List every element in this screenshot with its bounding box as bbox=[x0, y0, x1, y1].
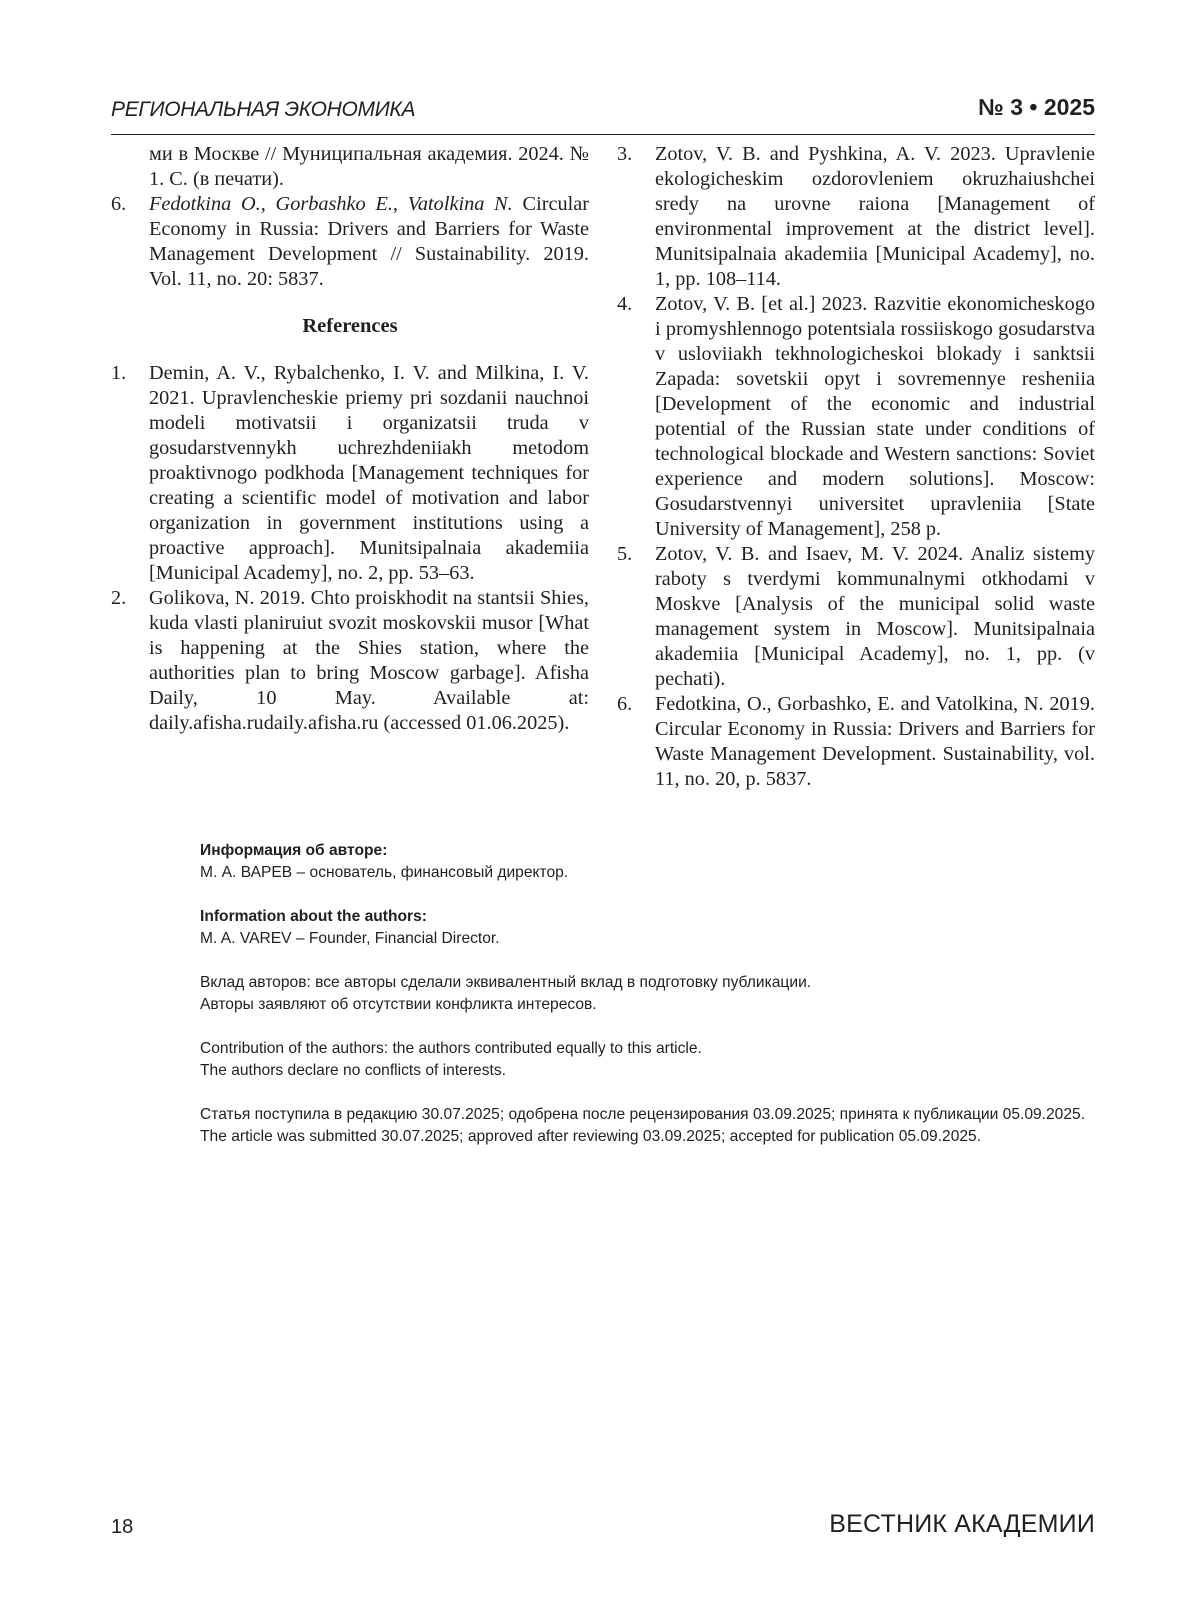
ru-reference-item bbox=[111, 192, 589, 292]
en-contribution: Contribution of the authors: the authors contributed equally to this article. bbox=[200, 1040, 702, 1057]
ru-dates: Статья поступила в редакцию 30.07.2025; одобрена после рецензирования 03.09.2025; принята к публикации 05.09.2025. bbox=[200, 1106, 1086, 1123]
reference-item bbox=[617, 142, 1095, 292]
continued-reference bbox=[111, 142, 589, 192]
reference-text: Fedotkina, O., Gorbashko, E. and Vatolkina, N. 2019. Circular Economy in Russia: Drivers and Barriers for Waste Management Development. Sustainability, vol. 11, no. 20, p. 5837. bbox=[655, 693, 1095, 790]
journal-name: РЕГИОНАЛЬНАЯ ЭКОНОМИКА bbox=[111, 98, 416, 121]
page-number: 18 bbox=[111, 1516, 134, 1538]
reference-text: Demin, A. V., Rybalchenko, I. V. and Milkina, I. V. 2021. Upravlencheskie priemy pri sozdanii nauchnoi modeli motivatsii i organizatsii truda v gosudarstvennykh uchrezhdeniiakh metodom proaktivnogo podkhoda [Management techniques for creating a scientific model of motivation and labor organization in government institutions using a proactive approach]. Munitsipalnaia akademiia [Municipal Academy], no. 2, pp. 53–63. bbox=[149, 362, 589, 584]
en-author-text: M. A. VAREV – Founder, Financial Director. bbox=[200, 930, 500, 947]
ru-author-text: М. А. ВАРЕВ – основатель, финансовый директор. bbox=[200, 864, 569, 881]
reference-number: 6. bbox=[111, 193, 127, 215]
en-conflict: The authors declare no conflicts of interests. bbox=[200, 1062, 506, 1079]
page-header bbox=[111, 92, 1095, 135]
left-column bbox=[111, 142, 589, 736]
reference-item bbox=[617, 542, 1095, 692]
reference-item bbox=[111, 586, 589, 736]
reference-authors: Fedotkina O., Gorbashko E., Vatolkina N. bbox=[149, 193, 513, 215]
ru-contribution: Вклад авторов: все авторы сделали эквивалентный вклад в подготовку публикации. bbox=[200, 974, 812, 991]
reference-text: Zotov, V. B. [et al.] 2023. Razvitie ekonomicheskogo i promyshlennogo potentsiala rossiiskogo gosudarstva v usloviiakh tekhnologicheskoi blokady i sanktsii Zapada: sovetskii opyt i sovremennye resheniia [Development of the economic and industrial potential of the Russian state under conditions of technological blockade and Western sanctions: Soviet experience and modern solutions]. Moscow: Gosudarstvennyi universitet upravleniia [State University of Management], 258 p. bbox=[655, 293, 1095, 540]
reference-text: Zotov, V. B. and Isaev, M. V. 2024. Analiz sistemy raboty s tverdymi kommunalnymi otkhodami v Moskve [Analysis of the municipal solid waste management system in Moscow]. Munitsipalnaia akademiia [Municipal Academy], no. 1, pp. (v pechati). bbox=[655, 543, 1095, 690]
issue-number: № 3 • 2025 bbox=[978, 94, 1095, 120]
reference-number: 1. bbox=[111, 362, 127, 384]
reference-number: 6. bbox=[617, 693, 633, 715]
ru-author-heading: Информация об авторе: bbox=[200, 842, 388, 859]
reference-item bbox=[617, 692, 1095, 792]
reference-number: 3. bbox=[617, 143, 633, 165]
reference-item bbox=[111, 361, 589, 586]
reference-text: Golikova, N. 2019. Chto proiskhodit na stantsii Shies, kuda vlasti planiruiut svozit moskovskii musor [What is happening at the Shies station, where the authorities plan to bring Moscow garbage]. Afisha Daily, 10 May. Available at: daily.afisha.rudaily.afisha.ru (accessed 01.06.2025). bbox=[149, 587, 589, 734]
reference-number: 5. bbox=[617, 543, 633, 565]
reference-text: Zotov, V. B. and Pyshkina, A. V. 2023. Upravlenie ekologicheskim ozdorovleniem okruzhaiushchei sredy na urovne raiona [Management of environmental improvement at the district level]. Munitsipalnaia akademiia [Municipal Academy], no. 1, pp. 108–114. bbox=[655, 143, 1095, 290]
reference-text: Circular Economy in Russia: Drivers and Barriers for Waste Management Development // Sustainability. 2019. Vol. 11, no. 20: 5837. bbox=[149, 193, 589, 290]
en-author-heading: Information about the authors: bbox=[200, 908, 427, 925]
references-heading: References bbox=[302, 315, 398, 337]
en-dates: The article was submitted 30.07.2025; approved after reviewing 03.09.2025; accepted for publication 05.09.2025. bbox=[200, 1128, 982, 1145]
footer-journal-title: ВЕСТНИК АКАДЕМИИ bbox=[829, 1510, 1095, 1538]
right-column bbox=[617, 142, 1095, 792]
reference-number: 2. bbox=[111, 587, 127, 609]
reference-item bbox=[617, 292, 1095, 542]
continued-reference-text: ми в Москве // Муниципальная академия. 2024. № 1. С. (в печати). bbox=[149, 143, 589, 190]
ru-conflict: Авторы заявляют об отсутствии конфликта интересов. bbox=[200, 996, 597, 1013]
reference-number: 4. bbox=[617, 293, 633, 315]
author-info-block bbox=[200, 840, 1095, 1148]
